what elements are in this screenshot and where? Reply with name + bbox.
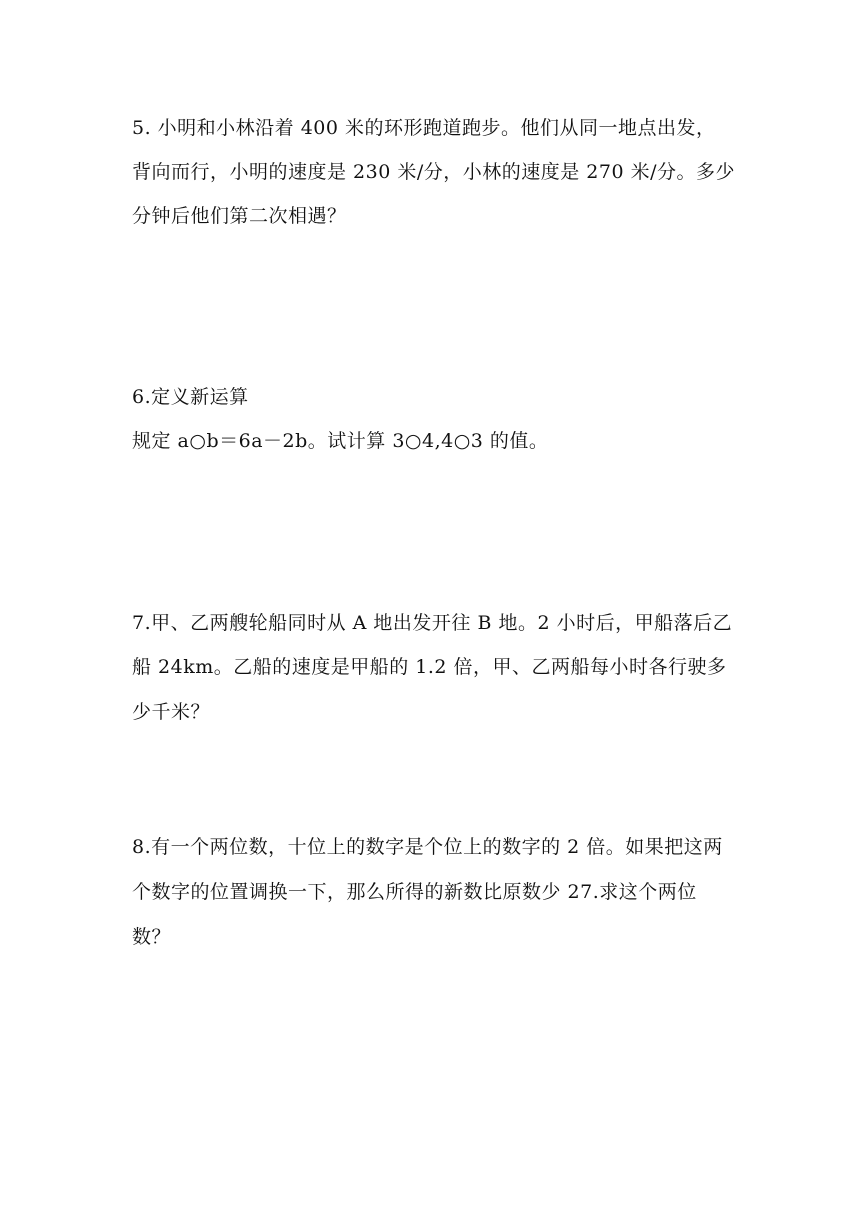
question-7-line-1: 7.甲、乙两艘轮船同时从 A 地出发开往 B 地。2 小时后，甲船落后乙 — [132, 612, 733, 634]
question-5-line-3: 分钟后他们第二次相遇？ — [132, 205, 347, 227]
question-5-line-2: 背向而行，小明的速度是 230 米/分，小林的速度是 270 米/分。多少 — [132, 161, 735, 183]
question-6-line-1: 规定 a○b＝6a－2b。试计算 3○4,4○3 的值。 — [132, 430, 549, 452]
question-6-title: 6.定义新运算 — [132, 386, 249, 408]
question-8-line-1: 8.有一个两位数，十位上的数字是个位上的数字的 2 倍。如果把这两 — [132, 836, 723, 858]
question-8-line-2: 个数字的位置调换一下，那么所得的新数比原数少 27.求这个两位 — [132, 881, 697, 903]
question-8-line-3: 数？ — [132, 926, 172, 948]
question-7-line-2: 船 24km。乙船的速度是甲船的 1.2 倍，甲、乙两船每小时各行驶多 — [132, 656, 727, 678]
question-7-line-3: 少千米？ — [132, 701, 211, 723]
question-5-line-1: 5. 小明和小林沿着 400 米的环形跑道跑步。他们从同一地点出发， — [132, 117, 716, 139]
